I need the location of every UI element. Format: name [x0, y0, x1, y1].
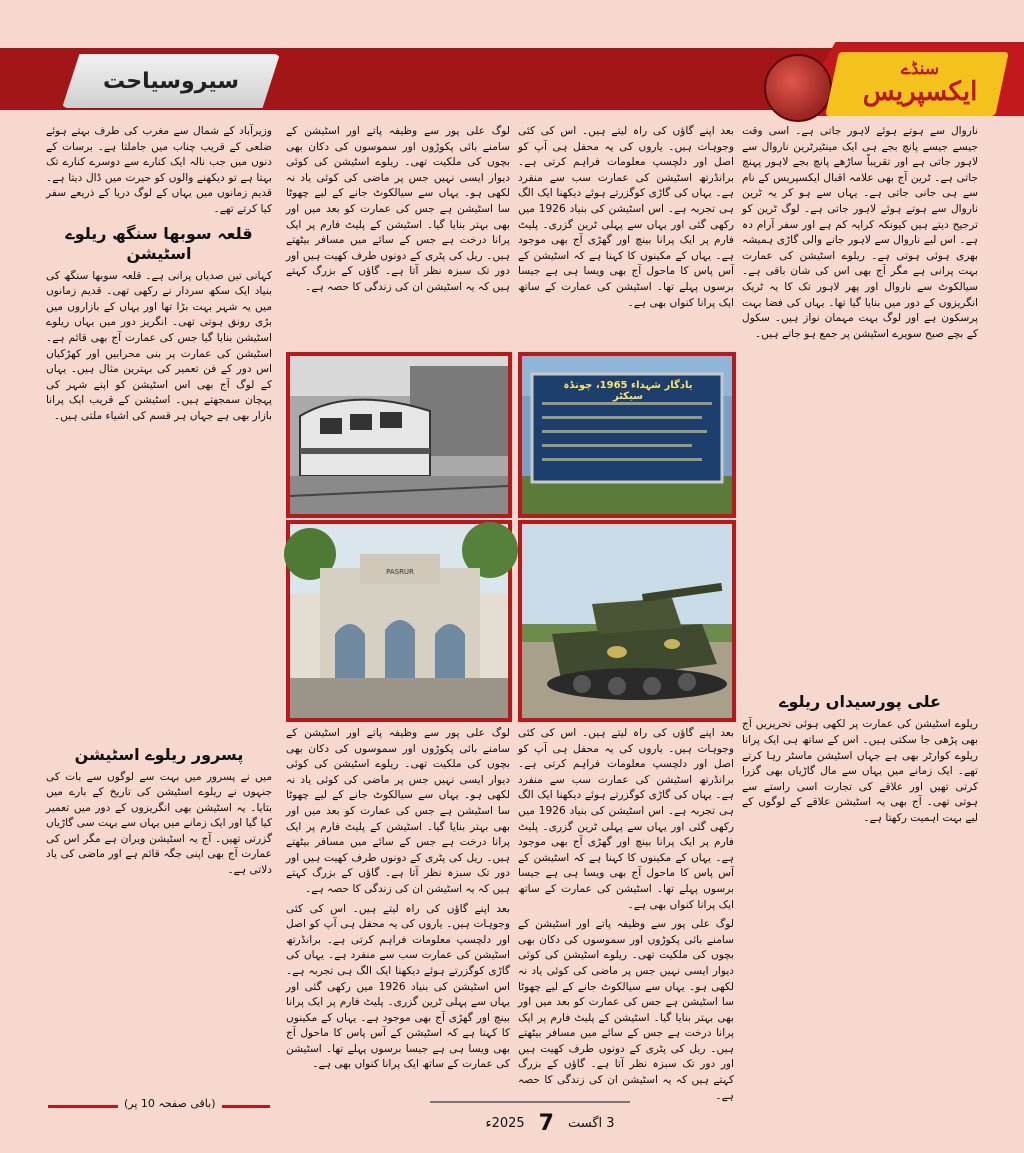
- page-number: 7: [538, 1110, 554, 1136]
- issue-date: 3 اگست: [567, 1115, 615, 1131]
- heading-pasrur: پسرور ریلوے اسٹیشن: [74, 744, 244, 764]
- globe-icon: [764, 54, 832, 122]
- publication-logo: [840, 56, 1000, 112]
- vintage-train-illustration: [290, 356, 508, 514]
- page-footer: [480, 1108, 620, 1138]
- footer-rule: [430, 1101, 630, 1103]
- tank-illustration: [522, 524, 732, 718]
- column-4-text-b: کہانی تین صدیاں پرانی ہے۔ قلعہ سوبھا سنگھ کی بنیاد ایک سکھ سردار نے رکھی تھی۔ قدیم زمانوں میں یہ شہر بہت بڑا تھا اور یہاں کے بازاروں میں بڑی رونق ہوتی تھی۔ انگریز دور میں یہاں ریلوے اسٹیشن بنایا گیا جس کی عمارت آج بھی قائم ہے۔ اسٹیشن کی عمارت پر بنی محرابیں اور کھڑکیاں اس دور کے فن تعمیر کی بہترین مثال ہیں۔ یہاں کے لوگ آج بھی اس اسٹیشن کو اپنے شہر کی پہچان سمجھتے ہیں۔ اسٹیشن کے قریب ایک پرانا بازار بھی ہے جہاں ہر قسم کی اشیاء ملتی ہیں۔: [46, 269, 272, 422]
- column-2-lower-text: بعد اپنے گاؤں کی راہ لیتے ہیں۔ اس کی کئی وجوہات ہیں۔ یاروں کی یہ محفل ہی آپ کو اصل اور دلچسپ معلومات فراہم کرتی ہے۔ برانڈرتھ اسٹیشن کی عمارت سب سے منفرد ہے۔ یہاں کی گاڑی کوگزرتے ہوئے دیکھنا ایک الگ ہی تجربہ ہے۔ اس اسٹیشن کی بنیاد 1926 میں رکھی گئی اور یہاں سے پہلی ٹرین گزری۔ پلیٹ فارم پر ایک پرانا بینچ اور گھڑی آج بھی موجود ہے۔ یہاں کے مکینوں کا کہنا ہے کہ اسٹیشن کے آس پاس کا ماحول آج بھی ویسا ہی ہے جیسا برسوں پہلے تھا۔ اسٹیشن کی عمارت کے ساتھ ایک پرانا کنواں بھی ہے۔: [518, 727, 734, 911]
- photo-vintage-train: [286, 352, 512, 518]
- column-3-text: لوگ علی پور سے وظیفہ پاتے اور اسٹیشن کے سامنے بائی پکوڑوں اور سموسوں کی دکان بھی بچوں کی ملکیت تھی۔ ریلوے اسٹیشن کی کوئی دیوار ایسی نہیں جس پر ماضی کی کوئی یاد نہ لکھی ہو۔ یہاں سے سیالکوٹ جانے کے لیے چھوٹا سا اسٹیشن ہے جس کی عمارت کو بعد میں اور بھی بہتر بنایا گیا۔ اسٹیشن کے پلیٹ فارم پر ایک پرانا درخت ہے جس کے سائے میں مسافر بیٹھتے ہیں۔ ریل کی پٹری کے دونوں طرف کھیت ہیں اور دور تک سبزہ نظر آتا ہے۔ گاؤں کے بزرگ کہتے ہیں کہ یہ اسٹیشن ان کی زندگی کا حصہ ہے۔: [286, 125, 510, 293]
- article-column-2-lower: [518, 726, 734, 1102]
- section-title: سیروسیاحت: [103, 68, 239, 94]
- column-4-text: وزیرآباد کے شمال سے مغرب کی طرف بہتے ہوئے ضلعی کے قریب چناب میں جاملتا ہے۔ برسات کے دنوں میں جب نالہ ایک کنارے سے دوسرے کنارے تک بہتا ہے تو دیکھنے والوں کو حیرت میں ڈال دیتا ہے۔ قدیم زمانوں میں یہاں کے لوگ دریا کے ذریعے سفر کیا کرتے تھے۔: [46, 125, 272, 215]
- photo-memorial-plaque: [518, 352, 736, 518]
- station-building-illustration: [290, 524, 508, 718]
- article-column-3: [286, 124, 510, 339]
- column-2-lower-text-b: لوگ علی پور سے وظیفہ پاتے اور اسٹیشن کے سامنے بائی پکوڑوں اور سموسوں کی دکان بھی بچوں کی ملکیت تھی۔ ریلوے اسٹیشن کی کوئی دیوار ایسی نہیں جس پر ماضی کی کوئی یاد نہ لکھی ہو۔ یہاں سے سیالکوٹ جانے کے لیے چھوٹا سا اسٹیشن ہے جس کی عمارت کو بعد میں اور بھی بہتر بنایا گیا۔ اسٹیشن کے پلیٹ فارم پر ایک پرانا درخت ہے جس کے سائے میں مسافر بیٹھتے ہیں۔ ریل کی پٹری کے دونوں طرف کھیت ہیں اور دور تک سبزہ نظر آتا ہے۔ گاؤں کے بزرگ کہتے ہیں کہ یہ اسٹیشن ان کی زندگی کا حصہ ہے۔: [518, 918, 734, 1102]
- continued-note: [48, 1095, 270, 1117]
- photo-sherman-tank: [518, 520, 736, 722]
- article-column-4: [46, 124, 272, 1089]
- issue-year: 2025ء: [485, 1115, 525, 1131]
- column-1-text: ناروال سے ہوتے ہوئے لاہور جاتی ہے۔ اسی وقت جیسے جیسے پانچ بجے ہی ایک مینٹیرٹرین ناروال سے لاہور جاتی ہے اور تقریباً ساڑھے پانچ بجے لاہور پہنچ جاتی ہے۔ ٹرین آج بھی علامہ اقبال ایکسپریس کے نام سے ہی جانی جاتی ہے۔ یہاں سے ہو کر یہ ٹرین ناروال سے ہوتے ہوئے لاہور جاتی ہے۔ لوگ ٹرین کو ترجیح دیتے ہیں کیونکہ کرایہ کم ہے اور سفر آرام دہ ہے۔ اس لیے ناروال سے لاہور جانے والی گاڑی ہمیشہ بھری ہوئی ہوتی ہے۔ ریلوے اسٹیشن کی عمارت بہت پرانی ہے مگر آج بھی اس کی شان باقی ہے۔ سیالکوٹ سے ناروال اور پھر لاہور تک کا یہ ٹریک انگریزوں کے دور میں بنایا گیا تھا۔ یہاں کی فضا بہت پرسکون ہے اور لوگ بہت مہمان نواز ہیں۔ سکول کے بچے صبح سویرے اسٹیشن پر جمع ہو جاتے ہیں۔: [742, 125, 978, 340]
- photo-station-building: [286, 520, 512, 722]
- memorial-plaque-text: یادگار شہداء 1965، چونڈہ سیکٹر: [563, 380, 693, 402]
- column-4-text-c: میں نے پسرور میں بہت سے لوگوں سے بات کی جنہوں نے ریلوے اسٹیشن کی تاریخ کے بارے میں بتایا۔ یہ اسٹیشن بھی انگریزوں کے دور میں تعمیر کیا گیا اور ایک زمانے میں یہاں سے بہت سی گاڑیاں گزرتی تھیں۔ آج یہ اسٹیشن ویران ہے مگر اس کی عمارت آج بھی اپنی جگہ قائم ہے اور ماضی کی یاد دلاتی ہے۔: [46, 770, 272, 877]
- heading-qila-sobha-singh: قلعہ سوبھا سنگھ ریلوے اسٹیشن: [65, 223, 253, 263]
- article-column-1: [742, 124, 978, 1089]
- article-column-2: [518, 124, 734, 339]
- column-3-lower-text: لوگ علی پور سے وظیفہ پاتے اور اسٹیشن کے سامنے بائی پکوڑوں اور سموسوں کی دکان بھی بچوں کی ملکیت تھی۔ ریلوے اسٹیشن کی کوئی دیوار ایسی نہیں جس پر ماضی کی کوئی یاد نہ لکھی ہو۔ یہاں سے سیالکوٹ جانے کے لیے چھوٹا سا اسٹیشن ہے جس کی عمارت کو بعد میں اور بھی بہتر بنایا گیا۔ اسٹیشن کے پلیٹ فارم پر ایک پرانا درخت ہے جس کے سائے میں مسافر بیٹھتے ہیں۔ ریل کی پٹری کے دونوں طرف کھیت ہیں اور دور تک سبزہ نظر آتا ہے۔ گاؤں کے بزرگ کہتے ہیں کہ یہ اسٹیشن ان کی زندگی کا حصہ ہے۔: [286, 727, 510, 895]
- logo-line-1: سنڈے: [900, 59, 940, 80]
- continued-text: (باقی صفحہ 10 پر): [118, 1097, 222, 1110]
- column-2-text: بعد اپنے گاؤں کی راہ لیتے ہیں۔ اس کی کئی وجوہات ہیں۔ یاروں کی یہ محفل ہی آپ کو اصل اور دلچسپ معلومات فراہم کرتی ہے۔ برانڈرتھ اسٹیشن کی عمارت سب سے منفرد ہے۔ یہاں کی گاڑی کوگزرتے ہوئے دیکھنا ایک الگ ہی تجربہ ہے۔ اس اسٹیشن کی بنیاد 1926 میں رکھی گئی اور یہاں سے پہلی ٹرین گزری۔ پلیٹ فارم پر ایک پرانا بینچ اور گھڑی آج بھی موجود ہے۔ یہاں کے مکینوں کا کہنا ہے کہ اسٹیشن کے آس پاس کا ماحول آج بھی ویسا ہی ہے جیسا برسوں پہلے تھا۔ اسٹیشن کی عمارت کے ساتھ ایک پرانا کنواں بھی ہے۔: [518, 125, 734, 309]
- column-3-lower-text-b: بعد اپنے گاؤں کی راہ لیتے ہیں۔ اس کی کئی وجوہات ہیں۔ یاروں کی یہ محفل ہی آپ کو اصل اور دلچسپ معلومات فراہم کرتی ہے۔ برانڈرتھ اسٹیشن کی عمارت سب سے منفرد ہے۔ یہاں کی گاڑی کوگزرتے ہوئے دیکھنا ایک الگ ہی تجربہ ہے۔ اس اسٹیشن کی بنیاد 1926 میں رکھی گئی اور یہاں سے پہلی ٹرین گزری۔ پلیٹ فارم پر ایک پرانا بینچ اور گھڑی آج بھی موجود ہے۔ یہاں کے مکینوں کا کہنا ہے کہ اسٹیشن کے آس پاس کا ماحول آج بھی ویسا ہی ہے جیسا برسوں پہلے تھا۔ اسٹیشن کی عمارت کے ساتھ ایک پرانا کنواں بھی ہے۔: [286, 902, 510, 1071]
- article-column-3-lower: [286, 726, 510, 1098]
- column-1-text-b: ریلوے اسٹیشن کی عمارت پر لکھی ہوئی تحریریں آج بھی پڑھی جا سکتی ہیں۔ اس کے ساتھ ہی ایک پرانا ریلوے کوارٹر بھی ہے جہاں اسٹیشن ماسٹر رہا کرتے تھے۔ ایک زمانے میں یہاں سے مال گاڑیاں بھی گزرا کرتی تھیں اور علاقے کی تجارت اسی راستے سے ہوتی تھی۔ آج بھی یہ اسٹیشن علاقے کے لوگوں کے لیے بہت اہمیت رکھتا ہے۔: [742, 718, 978, 824]
- logo-line-2: ایکسپریس: [862, 77, 978, 108]
- station-sign: PASRUR: [386, 568, 414, 576]
- heading-ali-pur: علی پورسیداں ریلوے: [779, 692, 941, 712]
